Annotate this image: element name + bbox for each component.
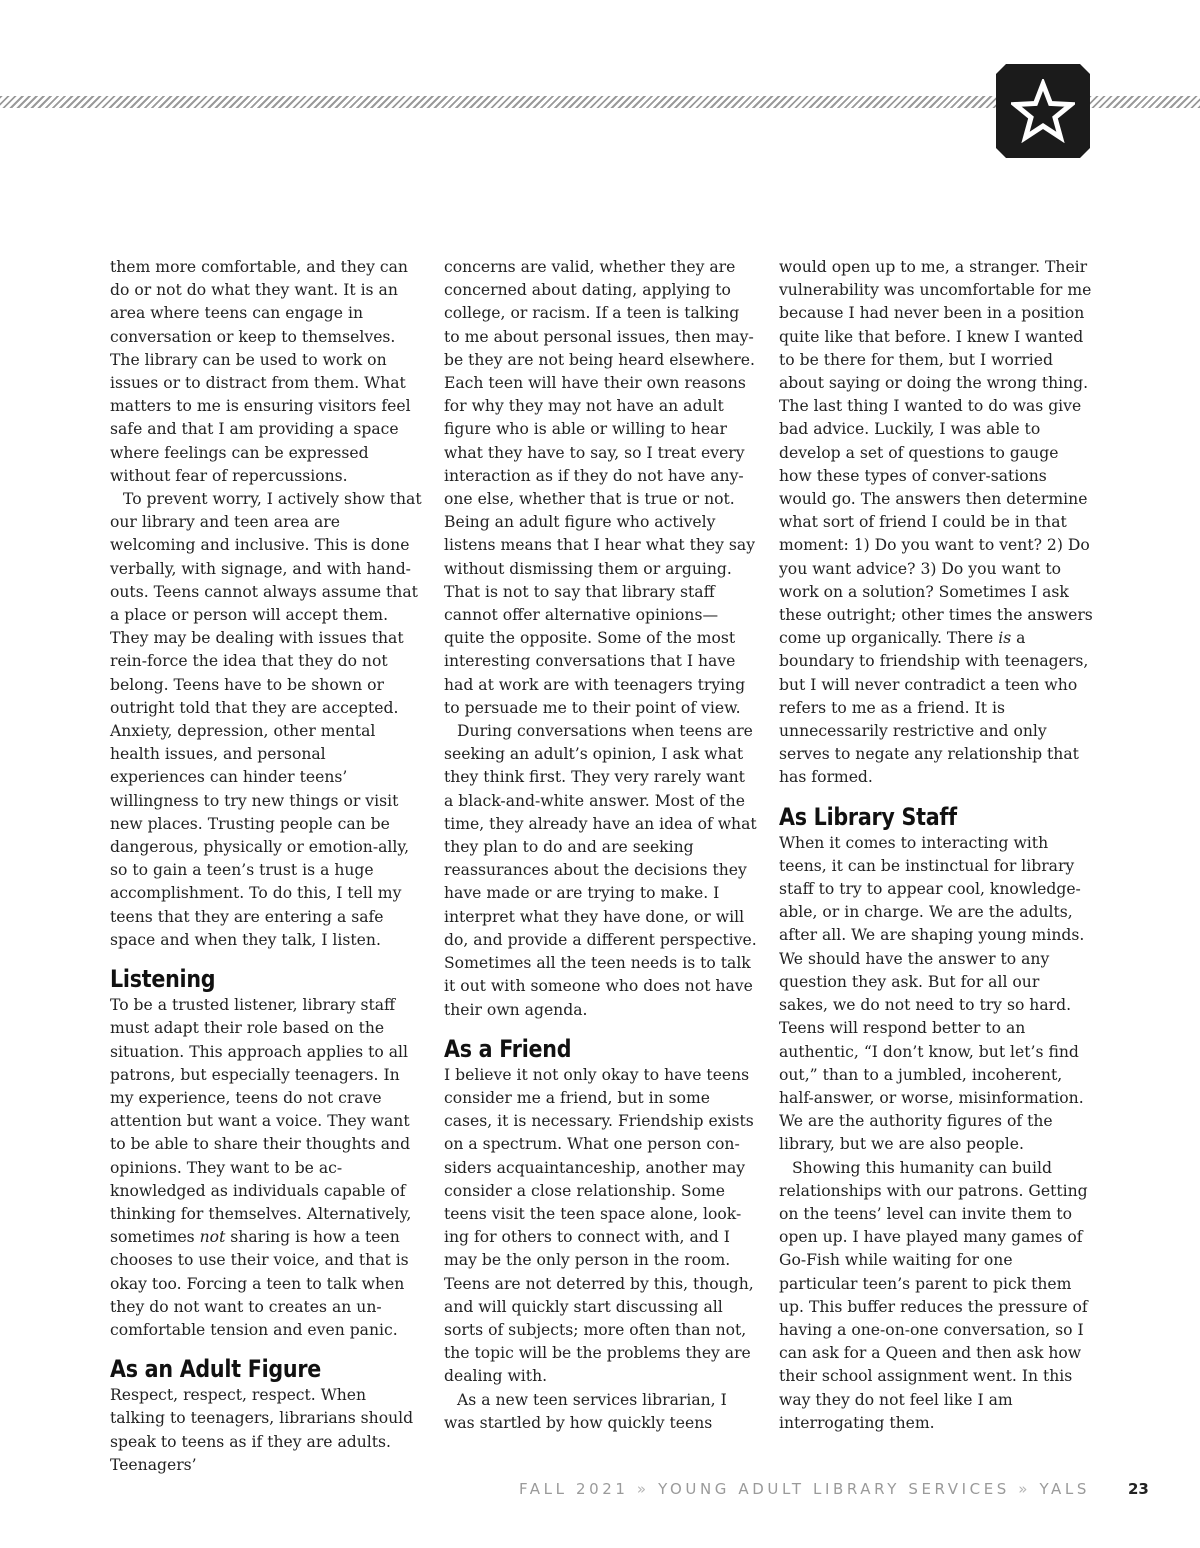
paragraph: would open up to me, a stranger. Their vulnerability was uncomfortable for me because I had never been in a position quite like that before. I knew I wanted to be there for them, but I worried about saying or doing the wrong thing. The last thing I wanted to do was give bad advice. Luckily, I was able to develop a set of questions to gauge how these types of conver-sations would go. The answers then determine what sort of friend I could be in that moment: 1) Do you want to vent? 2) Do you want advice? 3) Do you want to work on a solution? Sometimes I ask these outright; other times the answers come up organically. There is a boundary to friendship with teenagers, but I will never contradict a teen who refers to me as a friend. It is unnecessarily restrictive and only serves to negate any relationship that has formed. <box>779 258 1093 787</box>
paragraph: To prevent worry, I actively show that our library and teen area are welcoming and inclusive. This is done verbally, with signage, and with hand-outs. Teens cannot always assume that a place or person will accept them. They may be dealing with issues that rein-force the idea that they do not belong. Teens have to be shown or outright told that they are accepted. Anxiety, depression, other mental health issues, and personal experiences can hinder teens’ willingness to try new things or visit new places. Trusting people can be dangerous, physically or emotion-ally, so to gain a teen’s trust is a huge accomplishment. To do this, I tell my teens that they are entering a safe space and when they talk, I listen. <box>110 490 422 949</box>
emphasis: is <box>998 629 1012 648</box>
paragraph: To be a trusted listener, library staff must adapt their role based on the situation. This approach applies to all patrons, but especially teenagers. In my experience, teens do not crave attention but want a voice. They want to be able to share their thoughts and opinions. They want to be ac-knowledged as individuals capable of thinking for themselves. Alternatively, sometimes not sharing is how a teen chooses to use their voice, and that is okay too. Forcing a teen to talk when they do not want to creates an un-comfortable tension and even panic. <box>110 996 412 1339</box>
footer-separator: » <box>1018 1480 1032 1498</box>
emphasis: not <box>199 1228 226 1247</box>
column-2 <box>444 256 758 1435</box>
paragraph: I believe it not only okay to have teens consider me a friend, but in some cases, it is necessary. Friendship exists on a spectrum. What one person con-siders acquaintanceship, another may consider a close relationship. Some teens visit the teen space alone, look-ing for others to connect with, and I may be the only person in the room. Teens are not deterred by this, though, and will quickly start discussing all sorts of subjects; more often than not, the topic will be the problems they are dealing with. <box>444 1065 754 1386</box>
paragraph: As a new teen services librarian, I was startled by how quickly teens <box>444 1390 727 1432</box>
section-heading-friend: As a Friend <box>444 1034 572 1063</box>
running-footer <box>519 1480 1090 1498</box>
column-3 <box>779 256 1093 1435</box>
section-heading-listening: Listening <box>110 965 216 994</box>
footer-season: FALL 2021 <box>518 1480 629 1498</box>
paragraph: concerns are valid, whether they are concerned about dating, applying to college, or racism. If a teen is talking to me about personal issues, then may-be they are not being heard elsewhere. Each teen will have their own reasons for why they may not have an adult figure who is able or willing to hear what they have to say, so I treat every interaction as if they do not have any-one else, whether that is true or not. Being an adult figure who actively listens means that I hear what they say without dismissing them or arguing. That is not to say that library staff cannot offer alternative opinions— quite the opposite. Some of the most interesting conversations that I have had at work are with teenagers trying to persuade me to their point of view. <box>444 258 756 717</box>
paragraph: them more comfortable, and they can do or not do what they want. It is an area where teens can engage in conversation or keep to themselves. The library can be used to work on issues or to distract from them. What matters to me is ensuring visitors feel safe and that I am providing a space where feelings can be expressed without fear of repercussions. <box>110 258 411 485</box>
footer-journal: YALS <box>1039 1480 1090 1498</box>
star-badge <box>996 64 1090 158</box>
paragraph: During conversations when teens are seeking an adult’s opinion, I ask what they think first. They very rarely want a black-and-white answer. Most of the time, they already have an idea of what they plan to do and are seeking reassurances about the decisions they have made or are trying to make. I interpret what they have done, or will do, and provide a different perspective. Sometimes all the teen needs is to talk it out with someone who does not have their own agenda. <box>444 722 757 1019</box>
footer-separator: » <box>636 1480 650 1498</box>
page-number: 23 <box>1128 1480 1149 1498</box>
page-footer <box>0 1480 1200 1502</box>
paragraph: Respect, respect, respect. When talking to teenagers, librarians should speak to teens as if they are adults. Teenagers’ <box>110 1386 414 1474</box>
star-icon <box>1011 79 1075 143</box>
column-1 <box>110 256 424 1477</box>
section-heading-adult-figure: As an Adult Figure <box>110 1355 322 1384</box>
section-heading-library-staff: As Library Staff <box>779 802 957 831</box>
footer-publication: YOUNG ADULT LIBRARY SERVICES <box>658 1480 1010 1498</box>
paragraph: When it comes to interacting with teens, it can be instinctual for library staff to try to appear cool, knowledge-able, or in charge. We are the adults, after all. We are shaping young minds. We should have the answer to any question they ask. But for all our sakes, we do not need to try so hard. Teens will respond better to an authentic, “I don’t know, but let’s find out,” than to a jumbled, incoherent, half-answer, or worse, misinformation. We are the authority figures of the library, but we are also people. <box>779 833 1085 1154</box>
paragraph: Showing this humanity can build relationships with our patrons. Getting on the teens’ level can invite them to open up. I have played many games of Go-Fish while waiting for one particular teen’s parent to pick them up. This buffer reduces the pressure of having a one-on-one conversation, so I can ask for a Queen and then ask how their school assignment went. In this way they do not feel like I am interrogating them. <box>779 1158 1088 1432</box>
